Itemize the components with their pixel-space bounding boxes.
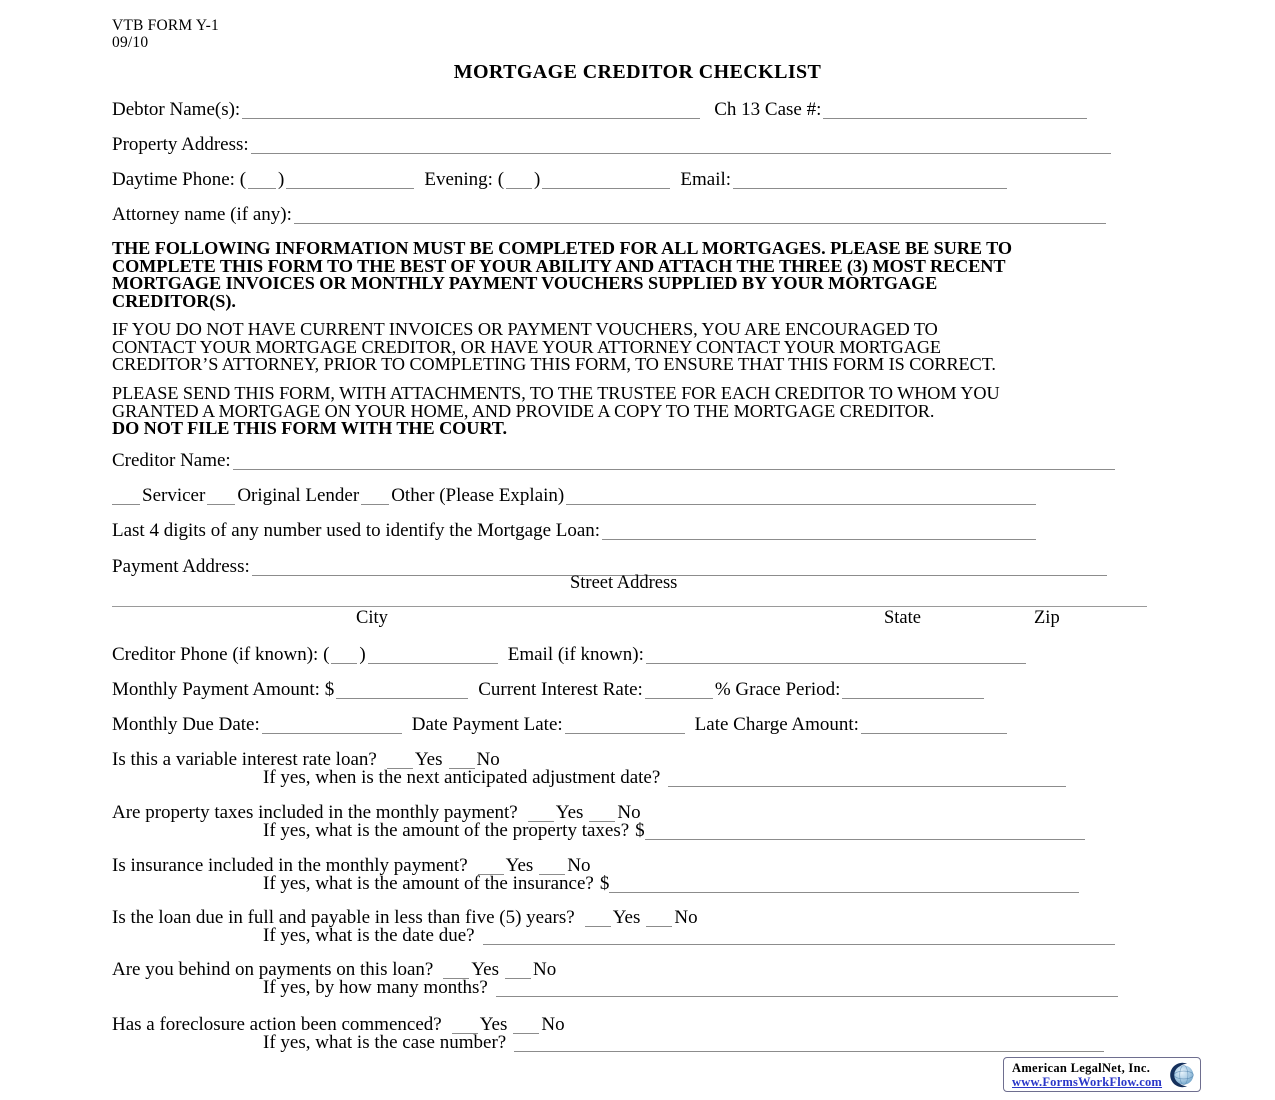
question-5-text: Are you behind on payments on this loan? — [112, 959, 434, 980]
question-2-no-label: No — [617, 802, 641, 823]
current-interest-rate-input[interactable] — [645, 683, 713, 699]
page-title: MORTGAGE CREDITOR CHECKLIST — [453, 61, 822, 83]
property-address-row — [112, 134, 1172, 156]
monthly-due-date-input[interactable] — [262, 718, 402, 734]
globe-logo-icon — [1165, 1060, 1196, 1090]
due-date-row — [112, 714, 1172, 736]
question-6-followup-text: If yes, what is the case number? — [263, 1032, 507, 1053]
instructions-paragraph-3 — [112, 385, 1174, 438]
question-6-text: Has a foreclosure action been commenced? — [112, 1014, 442, 1035]
instructions-p1-line-2: COMPLETE THIS FORM TO THE BEST OF YOUR ABILITY AND ATTACH THE THREE (3) MOST RECENT — [112, 255, 1006, 276]
debtor-name-row — [112, 99, 1172, 121]
daytime-paren-close: ) — [278, 169, 285, 190]
question-1-yes-label: Yes — [414, 749, 443, 770]
date-payment-late-input[interactable] — [565, 718, 685, 734]
instructions-p2-line-3: CREDITOR’S ATTORNEY, PRIOR TO COMPLETING THIS FORM, TO ENSURE THAT THIS FORM IS CORRECT. — [112, 354, 996, 375]
debtor-name-input[interactable] — [242, 103, 700, 119]
servicer-label: Servicer — [142, 485, 206, 506]
loan-last4-label: Last 4 digits of any number used to identify the Mortgage Loan: — [112, 520, 601, 541]
monthly-due-date-label: Monthly Due Date: — [112, 714, 260, 735]
question-4-text: Is the loan due in full and payable in less than five (5) years? — [112, 907, 575, 928]
question-1-followup-input[interactable] — [668, 771, 1066, 787]
creditor-email-input[interactable] — [646, 648, 1026, 664]
question-5-no-label: No — [533, 959, 557, 980]
state-caption: State — [884, 608, 921, 628]
creditor-phone-input[interactable] — [368, 648, 498, 664]
payment-street-input[interactable] — [252, 560, 1107, 576]
other-checkbox[interactable] — [361, 489, 389, 505]
question-2-text: Are property taxes included in the monthly payment? — [112, 802, 518, 823]
question-2-followup-text: If yes, what is the amount of the property taxes? — [263, 820, 630, 841]
creditor-paren-close: ) — [359, 644, 366, 665]
street-address-caption: Street Address — [570, 573, 678, 593]
loan-last4-input[interactable] — [602, 524, 1036, 540]
question-6-yes-label: Yes — [479, 1014, 508, 1035]
daytime-phone-label: Daytime Phone: ( — [112, 169, 247, 190]
question-1-followup — [263, 767, 1068, 789]
creditor-type-row — [112, 485, 1172, 507]
instructions-paragraph-1 — [112, 240, 1174, 310]
question-3-no-label: No — [567, 855, 591, 876]
form-identifier — [112, 17, 219, 51]
instructions-p3-line-1: PLEASE SEND THIS FORM, WITH ATTACHMENTS, TO THE TRUSTEE FOR EACH CREDITOR TO WHOM YOU — [112, 383, 1000, 403]
question-1-no-label: No — [476, 749, 500, 770]
question-4-followup-text: If yes, what is the date due? — [263, 925, 475, 946]
question-6-followup-input[interactable] — [514, 1036, 1104, 1052]
zip-caption: Zip — [1034, 608, 1060, 628]
debtor-email-input[interactable] — [733, 173, 1007, 189]
date-payment-late-label: Date Payment Late: — [411, 714, 563, 735]
attorney-name-input[interactable] — [294, 208, 1106, 224]
original-lender-label: Original Lender — [237, 485, 360, 506]
evening-area-code-input[interactable] — [506, 173, 532, 189]
question-5-followup — [263, 977, 1120, 999]
monthly-payment-label: Monthly Payment Amount: $ — [112, 679, 335, 700]
badge-company-name: American LegalNet, Inc. — [1012, 1061, 1151, 1075]
creditor-name-label: Creditor Name: — [112, 450, 231, 471]
question-6-no-label: No — [541, 1014, 565, 1035]
instructions-p1-line-4: CREDITOR(S). — [112, 290, 236, 311]
phone-email-row — [112, 169, 1172, 191]
creditor-phone-label: Creditor Phone (if known): ( — [112, 644, 330, 665]
property-address-label: Property Address: — [112, 134, 249, 155]
question-5-followup-text: If yes, by how many months? — [263, 977, 488, 998]
question-3-followup — [263, 873, 1081, 895]
question-4-no-label: No — [674, 907, 698, 928]
question-2-followup-input[interactable] — [645, 824, 1085, 840]
other-explain-input[interactable] — [566, 489, 1036, 505]
form-date: 09/10 — [112, 34, 149, 51]
do-not-file-notice: DO NOT FILE THIS FORM WITH THE COURT. — [112, 418, 508, 439]
debtor-email-label: Email: — [680, 169, 732, 190]
other-label: Other (Please Explain) — [391, 485, 565, 506]
question-4-followup — [263, 925, 1117, 947]
question-6-followup — [263, 1032, 1106, 1054]
monthly-payment-row — [112, 679, 1172, 701]
evening-paren-close: ) — [534, 169, 541, 190]
question-5-yes-label: Yes — [471, 959, 500, 980]
debtor-name-label: Debtor Name(s): — [112, 99, 241, 120]
question-3-currency-symbol: $ — [599, 873, 610, 894]
creditor-name-input[interactable] — [233, 454, 1115, 470]
case-number-label: Ch 13 Case #: — [714, 99, 822, 120]
late-charge-label: Late Charge Amount: — [694, 714, 859, 735]
creditor-phone-row — [112, 644, 1172, 666]
creditor-area-code-input[interactable] — [331, 648, 357, 664]
evening-phone-input[interactable] — [542, 173, 670, 189]
daytime-phone-input[interactable] — [286, 173, 414, 189]
question-4-followup-input[interactable] — [483, 929, 1115, 945]
original-lender-checkbox[interactable] — [207, 489, 235, 505]
question-3-text: Is insurance included in the monthly payment? — [112, 855, 468, 876]
city-caption: City — [356, 608, 388, 628]
question-4-yes-label: Yes — [612, 907, 641, 928]
instructions-p1-line-3: MORTGAGE INVOICES OR MONTHLY PAYMENT VOUCHERS SUPPLIED BY YOUR MORTGAGE — [112, 273, 938, 294]
instructions-p2-line-1: IF YOU DO NOT HAVE CURRENT INVOICES OR PAYMENT VOUCHERS, YOU ARE ENCOURAGED TO — [112, 319, 938, 339]
question-1-followup-text: If yes, when is the next anticipated adjustment date? — [263, 767, 661, 788]
question-2-followup — [263, 820, 1087, 842]
daytime-area-code-input[interactable] — [248, 173, 276, 189]
payment-address-label: Payment Address: — [112, 556, 250, 577]
instructions-p3-line-2: GRANTED A MORTGAGE ON YOUR HOME, AND PROVIDE A COPY TO THE MORTGAGE CREDITOR. — [112, 400, 935, 421]
question-3-followup-text: If yes, what is the amount of the insurance? — [263, 873, 594, 894]
case-number-input[interactable] — [823, 103, 1087, 119]
property-address-input[interactable] — [251, 138, 1111, 154]
question-3-followup-input[interactable] — [609, 877, 1079, 893]
late-charge-input[interactable] — [861, 718, 1007, 734]
evening-phone-label: Evening: ( — [424, 169, 505, 190]
american-legalnet-badge — [1003, 1057, 1201, 1092]
servicer-checkbox[interactable] — [112, 489, 140, 505]
monthly-payment-input[interactable] — [336, 683, 468, 699]
instructions-p2-line-2: CONTACT YOUR MORTGAGE CREDITOR, OR HAVE YOUR ATTORNEY CONTACT YOUR MORTGAGE — [112, 336, 941, 357]
city-state-zip-input[interactable] — [112, 606, 1147, 607]
question-5-followup-input[interactable] — [496, 981, 1118, 997]
question-2-currency-symbol: $ — [635, 820, 645, 841]
current-interest-rate-label: Current Interest Rate: — [478, 679, 643, 700]
attorney-name-row — [112, 204, 1172, 226]
grace-period-input[interactable] — [842, 683, 984, 699]
question-2-yes-label: Yes — [555, 802, 584, 823]
loan-last4-row — [112, 520, 1172, 542]
question-3-yes-label: Yes — [505, 855, 534, 876]
creditor-name-row — [112, 450, 1172, 472]
question-1-text: Is this a variable interest rate loan? — [112, 749, 377, 770]
badge-website-link[interactable]: www.FormsWorkFlow.com — [1012, 1075, 1163, 1089]
instructions-p1-line-1: THE FOLLOWING INFORMATION MUST BE COMPLETED FOR ALL MORTGAGES. PLEASE BE SURE TO — [112, 238, 1013, 258]
instructions-paragraph-2 — [112, 321, 1174, 374]
creditor-email-label: Email (if known): — [507, 644, 644, 665]
grace-period-label: % Grace Period: — [714, 679, 841, 700]
form-number: VTB FORM Y-1 — [112, 17, 219, 34]
attorney-name-label: Attorney name (if any): — [112, 204, 292, 225]
